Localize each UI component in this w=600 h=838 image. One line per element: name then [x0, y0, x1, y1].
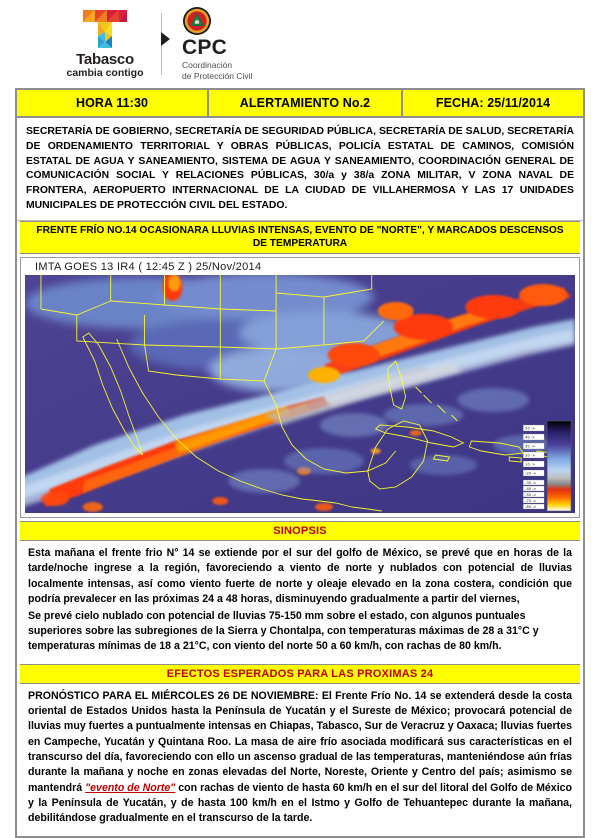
sinopsis-paragraph-2: Se prevé cielo nublado con potencial de lluvias 75-150 mm sobre el estado, con algunos puntuales superiores sobre las subregiones de la Sierra y Chontalpa, con temperaturas máximas de 28 a 31°C y temperaturas mínimas de 18 a 21°C, con viento del norte 50 a 60 km/h, con rachas de 80 km/h.	[28, 609, 539, 653]
tabasco-wordmark: Tabasco	[76, 51, 134, 69]
alert-document	[15, 88, 585, 838]
svg-text:40 ->: 40 ->	[525, 435, 536, 440]
svg-text:-70 ->: -70 ->	[525, 499, 537, 504]
cpc-name-line-1: Coordinación	[182, 60, 233, 71]
svg-text:-80 ->: -80 ->	[525, 505, 537, 510]
satellite-caption: IMTA GOES 13 IR4 ( 12:45 Z ) 25/Nov/2014	[35, 261, 262, 274]
goes-ir-satellite-image	[25, 275, 575, 513]
tabasco-logo	[55, 8, 155, 79]
svg-text:50 ->: 50 ->	[525, 426, 536, 431]
arrow-marker-icon	[161, 32, 170, 46]
alert-header-bar	[17, 90, 583, 118]
svg-text:-20 ->: -20 ->	[525, 471, 537, 476]
cpc-name-line-2: de Protección Civil	[182, 71, 253, 81]
svg-text:30 ->: 30 ->	[525, 444, 536, 449]
efectos-text-after: con rachas de viento de hasta 60 km/h en el sur del litoral del Golfo de México y la Península de Yucatán, y de hasta 100 km/h en el Istmo y Golfo de Tehuantepec durante la mañana, debilitándose gradualmente en el transcurso de la tarde.	[28, 781, 572, 825]
alert-number-cell: ALERTAMIENTO No.2	[209, 90, 403, 116]
civil-protection-emblem-icon	[182, 6, 212, 36]
sinopsis-body	[20, 541, 580, 661]
sinopsis-paragraph-1: Esta mañana el frente frio N° 14 se extiende por el sur del golfo de México, se prevé que en horas de la tarde/noche ingrese a la región, favoreciendo a viento de norte y nublados con potencial de lluvias localmente intensas, así como viento fuerte de norte y oleaje elevado en la zona costera, condición que podría prevalecer en las próximas 24 a 48 horas, disminuyendo gradualmente a partir del viernes,	[28, 547, 572, 606]
cpc-logo	[170, 6, 252, 81]
satellite-image-panel	[20, 257, 580, 518]
tabasco-tagline: cambia contigo	[66, 67, 144, 80]
svg-text:10 ->: 10 ->	[525, 462, 536, 467]
alert-date-cell: FECHA: 25/11/2014	[435, 96, 551, 110]
svg-text:-30 ->: -30 ->	[525, 481, 537, 486]
branding-header	[0, 0, 600, 88]
alert-headline-banner: FRENTE FRÍO NO.14 OCASIONARA LLUVIAS INTENSAS, EVENTO DE "NORTE", Y MARCADOS DESCENSOS DE TEMPERATURA	[20, 221, 580, 255]
tabasco-t-mark-icon	[81, 8, 129, 50]
efectos-banner: EFECTOS ESPERADOS PARA LAS PROXIMAS 24	[20, 664, 580, 684]
efectos-paragraph	[28, 689, 572, 827]
efectos-text-before: PRONÓSTICO PARA EL MIÉRCOLES 26 DE NOVIEMBRE: El Frente Frío No. 14 se extenderá desde la costa oriental de Estados Unidos hasta la Península de Yucatán y el Sureste de México; provocará potencial de lluvias muy fuertes a puntualmente intensas en Chiapas, Tabasco, Sur de Veracruz y Oaxaca; lluvias fuertes en Campeche, Yucatán y Quintana Roo. La masa de aire frío asociada modificará sus características en el transcurso del día, favoreciendo con ello un ascenso gradual de las temperaturas, manteniéndose aún frías durante la mañana y noche en zonas elevadas del Norte, Noreste, Oriente y Centro del país; asimismo se mantendrá	[28, 689, 572, 794]
recipients-paragraph: SECRETARÍA DE GOBIERNO, SECRETARÍA DE SEGURIDAD PÚBLICA, SECRETARÍA DE SALUD, SECRETARÍA DE ORDENAMIENTO TERRITORIAL Y OBRAS PÚBLICAS, POLICÍA ESTATAL DE CAMINOS, COMISIÓN ESTATAL DE AGUA Y SANEAMIENTO, SISTEMA DE AGUA Y SANEAMIENTO, COORDINACIÓN GENERAL DE COMUNICACIÓN SOCIAL Y RELACIONES PÚBLICAS, 30/a y 38/a ZONA MILITAR, V ZONA NAVAL DE FRONTERA, AEROPUERTO INTERNACIONAL DE LA CIUDAD DE VILLAHERMOSA Y LAS 17 UNIDADES MUNICIPALES DE PROTECCIÓN CIVIL DEL ESTADO.	[17, 118, 583, 221]
svg-text:20 ->: 20 ->	[525, 453, 536, 458]
svg-text:-40 ->: -40 ->	[525, 487, 537, 492]
svg-text:-50 ->: -50 ->	[525, 493, 537, 498]
alert-time-cell: HORA 11:30	[17, 90, 209, 116]
norte-event-highlight: "evento de Norte"	[85, 781, 176, 794]
efectos-body	[20, 684, 580, 836]
cpc-acronym: CPC	[182, 36, 227, 60]
sinopsis-banner: SINOPSIS	[20, 521, 580, 541]
